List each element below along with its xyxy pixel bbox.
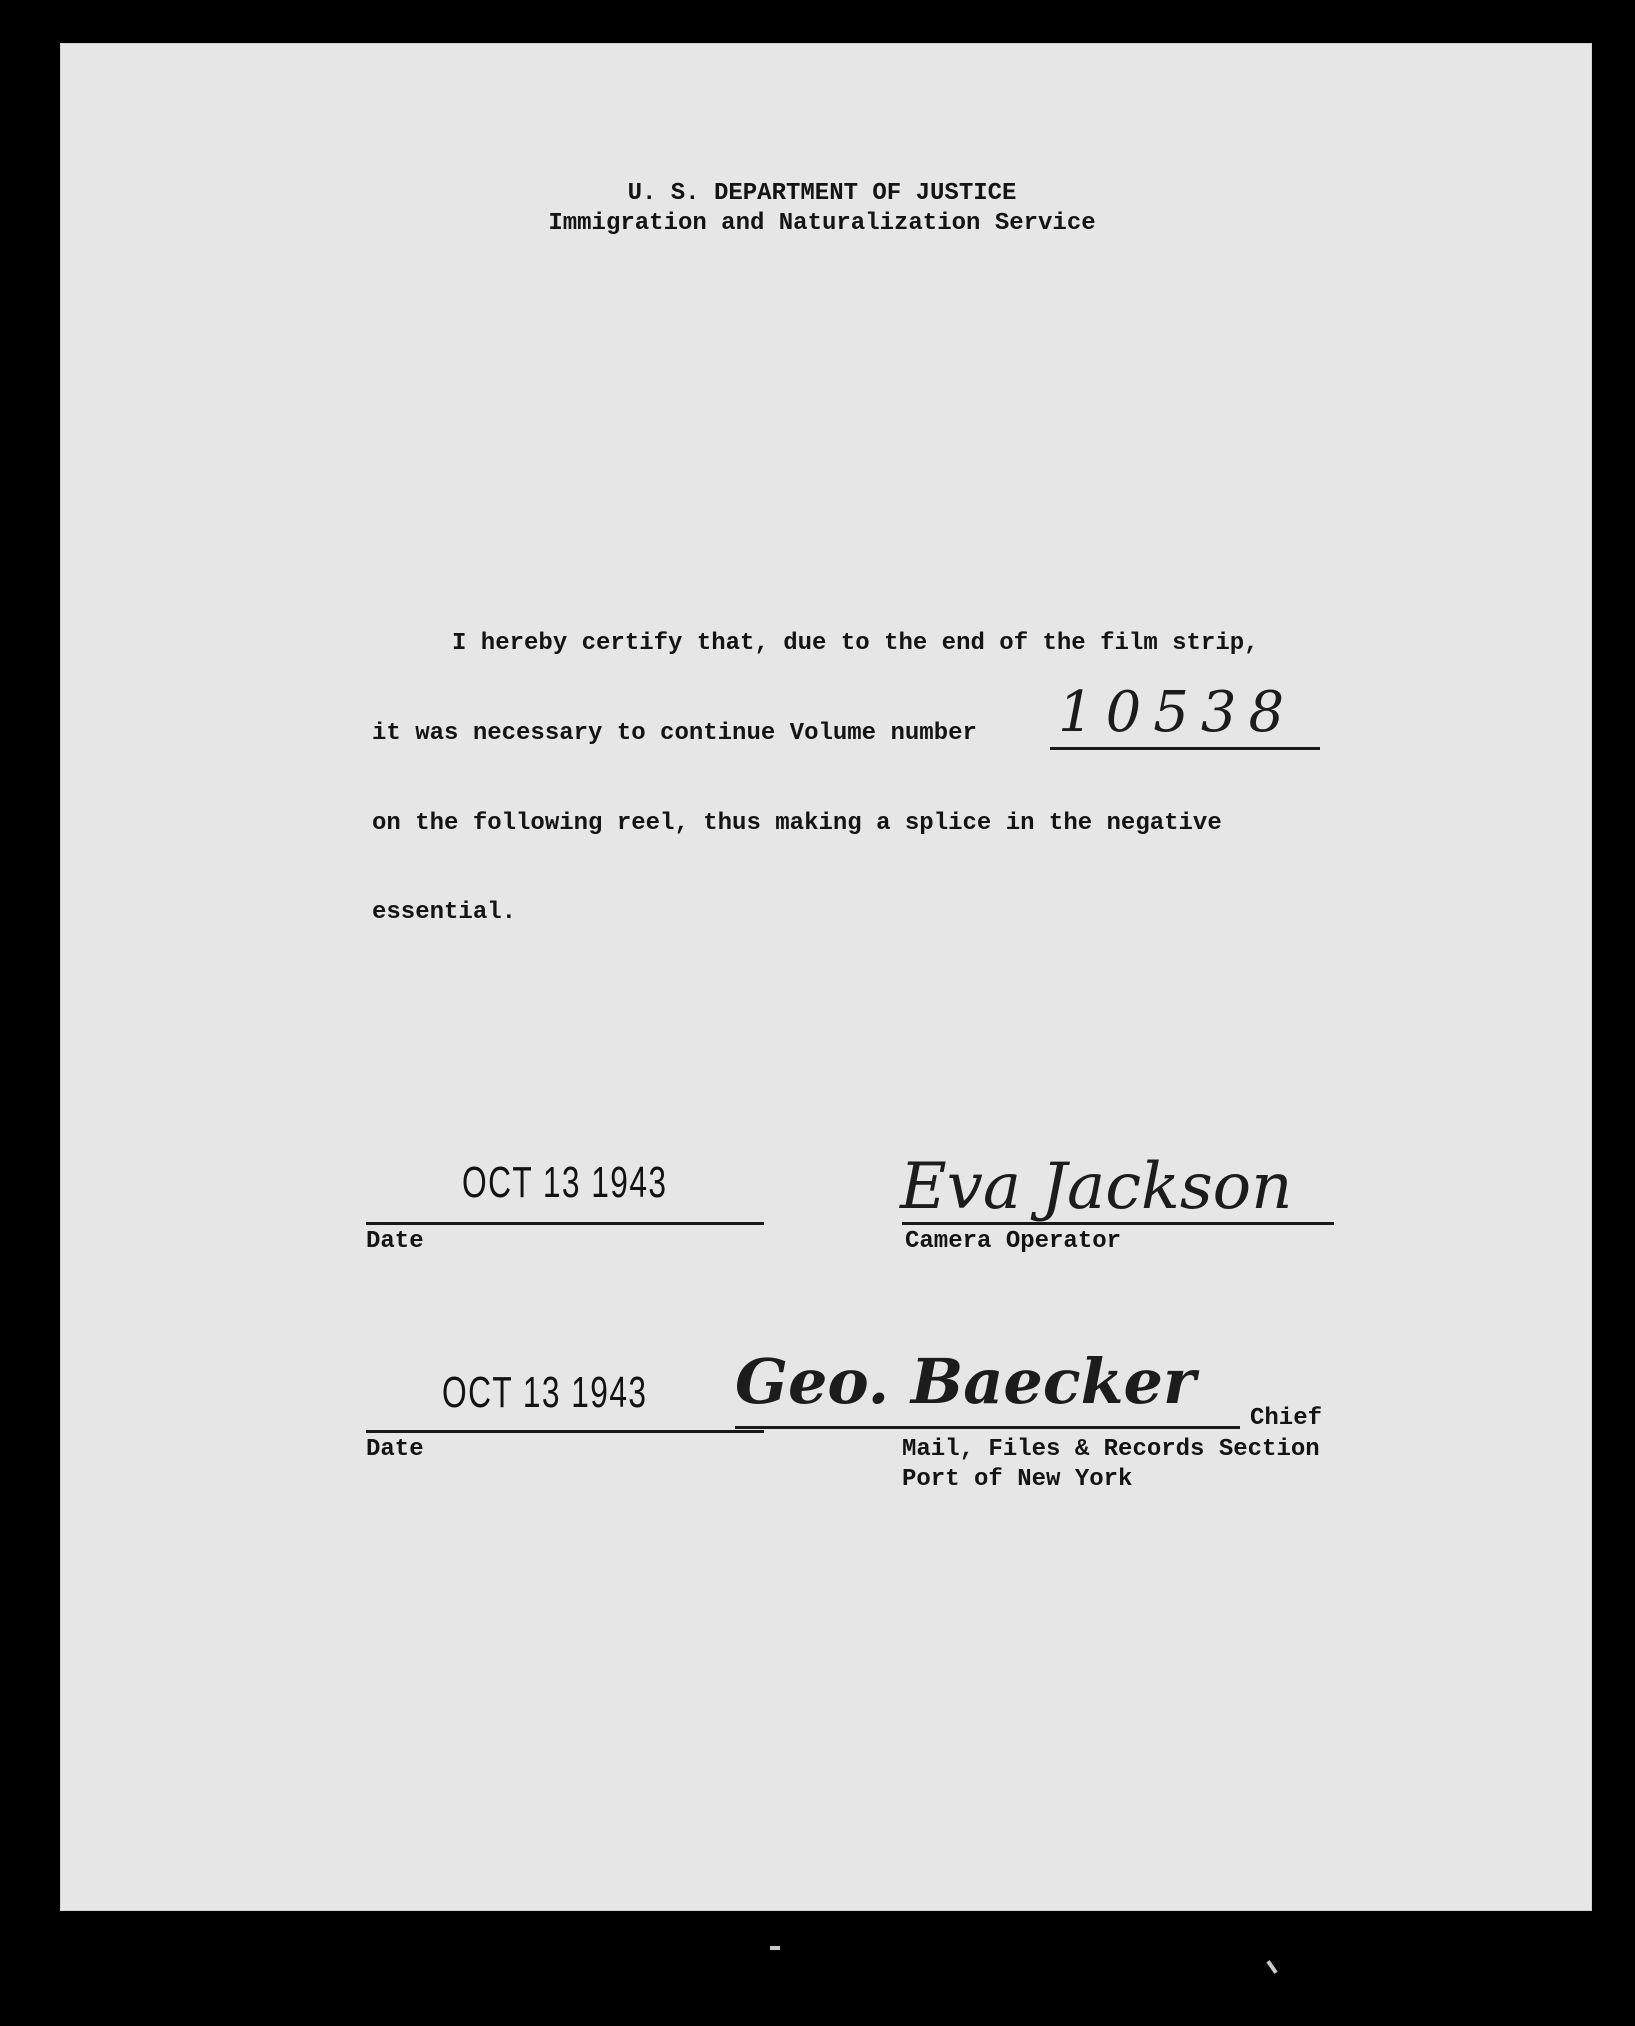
date-2-label: Date: [366, 1436, 424, 1463]
operator-signature-line: [902, 1222, 1334, 1225]
department-title: U. S. DEPARTMENT OF JUSTICE: [627, 180, 1017, 207]
date-stamp-2: OCT 13 1943: [442, 1368, 648, 1417]
camera-operator-label: Camera Operator: [905, 1228, 1122, 1255]
date-stamp-1: OCT 13 1943: [462, 1158, 668, 1207]
certification-line-3: on the following reel, thus making a splice in the negative: [372, 810, 1222, 837]
date-1-line: [366, 1222, 764, 1225]
chief-title-word: Chief: [1250, 1405, 1323, 1432]
scan-artifact: [1266, 1960, 1277, 1974]
certification-line-4: essential.: [372, 899, 517, 926]
camera-operator-signature: Eva Jackson: [900, 1150, 1293, 1224]
chief-signature: Geo. Baecker: [735, 1345, 1196, 1418]
certification-line-2: it was necessary to continue Volume number: [372, 720, 977, 747]
date-2-line: [366, 1430, 764, 1433]
scan-artifact: [770, 1946, 780, 1950]
chief-title-line-2: Mail, Files & Records Section: [902, 1436, 1320, 1463]
chief-title-line-3: Port of New York: [902, 1466, 1133, 1493]
certification-line-1: I hereby certify that, due to the end of the film strip,: [452, 630, 1259, 657]
document-page: [60, 43, 1592, 1911]
volume-number-handwritten: 10538: [1058, 680, 1297, 745]
service-title: Immigration and Naturalization Service: [548, 210, 1096, 237]
date-1-label: Date: [366, 1228, 424, 1255]
volume-number-underline: [1050, 747, 1320, 750]
chief-signature-line: [735, 1426, 1240, 1429]
